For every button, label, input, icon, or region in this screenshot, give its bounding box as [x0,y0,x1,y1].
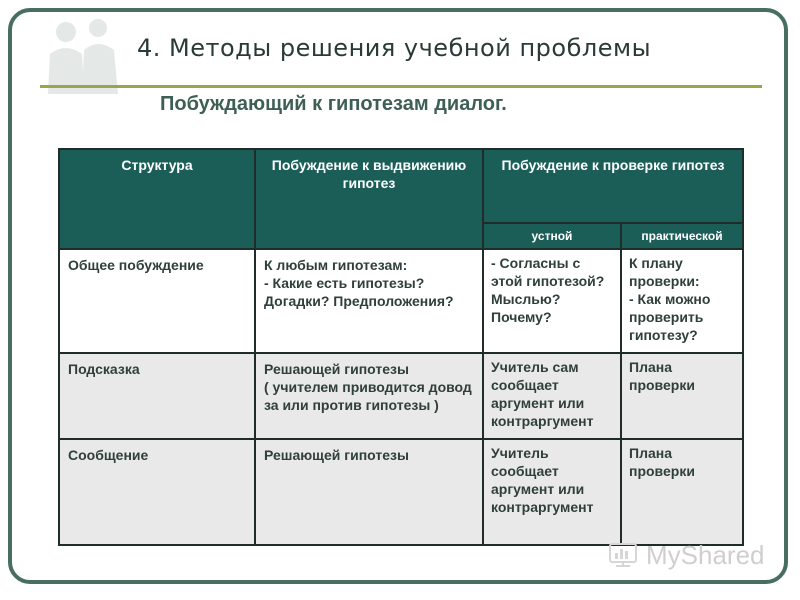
row-oral: Учитель сам сообщает аргумент или контраргумент [483,353,621,439]
hypothesis-line: - Какие есть гипотезы? Догадки? Предположения? [264,275,454,309]
practical-line: Плана проверки [629,445,695,479]
table-row [59,439,743,545]
people-silhouette-decoration [36,16,132,94]
header-structure: Структура [59,149,255,249]
hypothesis-line: Решающей гипотезы [264,447,409,463]
header-prompt-hypothesis: Побуждение к выдвижению гипотез [255,149,483,249]
row-oral: - Согласны с этой гипотезой? Мыслью? Почему? [483,249,621,353]
header-oral: устной [483,223,621,249]
row-hypothesis [255,249,483,353]
table-row [59,249,743,353]
row-practical [621,439,743,545]
table-row [59,353,743,439]
title-divider [40,85,762,88]
practical-line: К плану проверки: [629,255,700,289]
practical-line: - Как можно проверить гипотезу? [629,291,711,343]
slide-title: 4. Методы решения учебной проблемы [137,34,652,62]
row-hypothesis [255,353,483,439]
row-structure: Подсказка [59,353,255,439]
row-hypothesis [255,439,483,545]
hypothesis-line: К любым гипотезам: [264,257,408,273]
practical-line: Плана проверки [629,359,695,393]
row-practical [621,353,743,439]
watermark-text: MyShared [646,540,765,570]
row-structure: Общее побуждение [59,249,255,353]
header-prompt-check: Побуждение к проверке гипотез [483,149,743,223]
row-structure: Сообщение [59,439,255,545]
header-practical: практической [621,223,743,249]
row-oral: Учитель сообщает аргумент или контраргумент [483,439,621,545]
hypothesis-line: Решающей гипотезы [264,361,409,377]
row-practical [621,249,743,353]
methods-table [58,148,744,546]
slide-subtitle: Побуждающий к гипотезам диалог. [160,93,507,115]
hypothesis-line: ( учителем приводится довод за или против гипотезы ) [264,379,472,413]
